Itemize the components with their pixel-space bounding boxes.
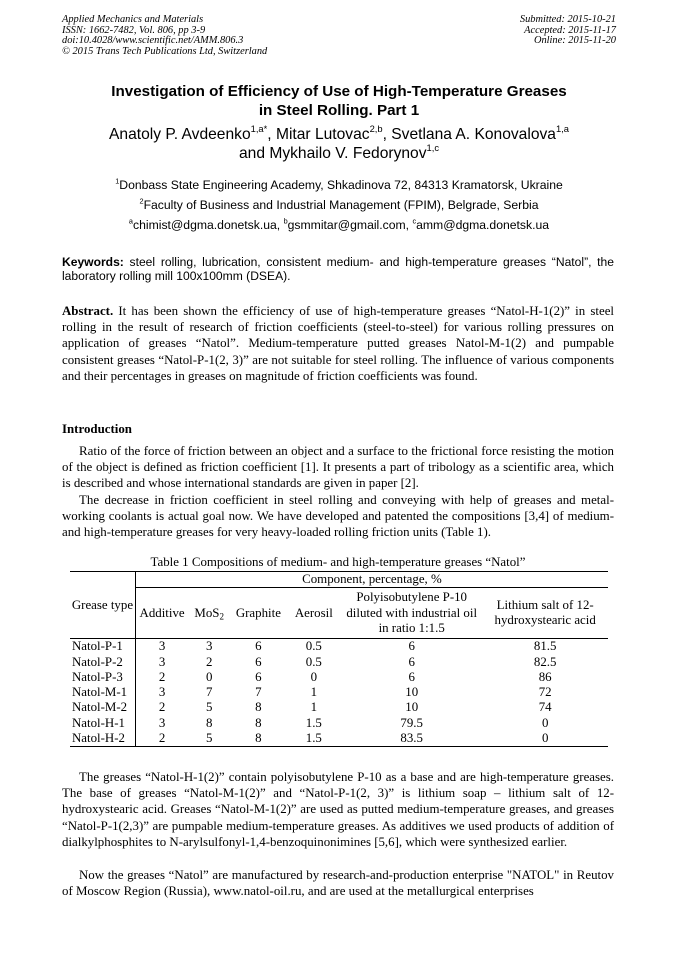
table-cell: 0.5 (305, 639, 322, 654)
column-header-grease-type: Grease type (70, 572, 135, 639)
table-cell: 2 (135, 731, 188, 747)
table-cell: 10 (405, 685, 419, 700)
affiliation-text: Faculty of Business and Industrial Management (FPIM), Belgrade, Serbia (143, 198, 539, 212)
table-cell: 10 (405, 700, 419, 715)
table-cell: 0.5 (305, 654, 322, 669)
table-row (70, 670, 608, 685)
column-header-additive: Additive (135, 588, 188, 639)
email-link[interactable]: amm@dgma.donetsk.ua (416, 218, 550, 232)
table-cell: 6 (408, 669, 415, 684)
table-cell: 8 (230, 731, 287, 747)
table-cell: 74 (538, 700, 552, 715)
author-name: Svetlana A. Konovalova (391, 126, 556, 143)
accepted-date: Accepted: 2015-11-17 (524, 24, 616, 36)
table-cell: 1.5 (305, 715, 322, 730)
table-row (70, 731, 608, 747)
abstract-label: Abstract. (62, 304, 114, 318)
table-cell: 5 (188, 731, 230, 747)
table-cell: 3 (158, 654, 166, 669)
grease-name: Natol-M-1 (70, 685, 135, 700)
column-group-header: Component, percentage, % (135, 572, 608, 588)
table-cell: 6 (255, 654, 262, 669)
table-caption: Table 1 Compositions of medium- and high-temperature greases “Natol” (150, 555, 526, 569)
intro-paragraph-1 (62, 443, 614, 492)
table-cell: 6 (255, 669, 262, 684)
journal-copyright: © 2015 Trans Tech Publications Ltd, Switzerland (62, 45, 268, 57)
table-cell: 0 (482, 731, 608, 747)
grease-name: Natol-H-1 (70, 716, 135, 731)
body-paragraph-4 (62, 867, 614, 899)
paragraph-text: Ratio of the force of friction between an object and a surface to the frictional force resisting the motion of the object is defined as friction coefficient [1]. It presents a part of tribology as a scientific area, which is described and whose international standards are given in paper [2]. (62, 444, 614, 491)
paragraph-text: Now the greases “Natol” are manufactured by research-and-production enterprise "NATOL" in Reutov of Moscow Region (Russia), www.natol-oil.ru, and are used at the metallurgical enterprises (62, 868, 614, 899)
paragraph-text: The greases “Natol-H-1(2)” contain polyisobutylene P-10 as a base and are high-temperature greases. The base of greases “Natol-M-1(2)” and “Natol-P-1(2, 3)” is lithium soap – lithium salt of 12-hydroxystearic acid. Greases “Natol-M-1(2)” are used as putted medium-temperature greases, and greases “Natol-P-1(2,3)” are pumpable medium-temperature greases. As additives we used products of addition of dialkylphosphites to N-arylsulfonyl-1,4-benzoquinonimines [5,6], which were synthesized earlier. (62, 770, 614, 849)
author-name: and Mykhailo V. Fedorynov (238, 145, 427, 162)
table-cell: 3 (158, 639, 166, 654)
email-mark: b (283, 216, 288, 226)
table-cell: 6 (255, 639, 262, 654)
table-cell: 83.5 (341, 731, 482, 747)
paper-title-line-2: in Steel Rolling. Part 1 (258, 102, 420, 119)
table-row (70, 716, 608, 731)
journal-name: Applied Mechanics and Materials (62, 14, 204, 25)
table-cell: 2 (158, 700, 166, 715)
author-list (60, 125, 618, 163)
composition-table (70, 571, 608, 747)
table-cell: 7 (255, 685, 262, 700)
email-mark: a (128, 216, 133, 226)
table-row (70, 685, 608, 700)
table-row (70, 655, 608, 670)
email-list (60, 218, 618, 232)
table-cell: 2 (158, 669, 166, 684)
affiliation-mark: 2 (139, 196, 144, 206)
online-date: Online: 2015-11-20 (533, 35, 616, 47)
author-affiliation-mark: 1,a* (250, 123, 268, 134)
grease-name: Natol-P-2 (70, 655, 135, 670)
table-cell: 1 (310, 685, 318, 700)
table-cell: 1 (310, 700, 318, 715)
table-cell: 7 (205, 685, 213, 700)
column-header-graphite: Graphite (230, 588, 287, 639)
table-row (70, 639, 608, 655)
body-paragraph-3 (62, 769, 614, 850)
author-separator: , (382, 126, 392, 143)
author-name: Anatoly P. Avdeenko (109, 126, 251, 143)
table-cell: 0 (541, 715, 549, 730)
grease-name: Natol-P-3 (70, 670, 135, 685)
table-cell: 3 (158, 685, 166, 700)
table-cell: 2 (205, 654, 213, 669)
table-cell: 82.5 (533, 654, 557, 669)
table-cell: 86 (538, 669, 552, 684)
table-cell: 3 (205, 639, 213, 654)
journal-issn: ISSN: 1662-7482, Vol. 806, pp 3-9 (62, 24, 206, 36)
table-cell: 0 (310, 669, 318, 684)
column-header-polyisobutylene: Polyisobutylene P-10 diluted with industrial oil in ratio 1:1.5 (341, 588, 482, 639)
email-link[interactable]: chimist@dgma.donetsk.ua, (133, 218, 284, 232)
email-link[interactable]: gsmmitar@gmail.com, (287, 218, 413, 232)
grease-name: Natol-P-1 (70, 639, 135, 655)
table-cell: 0 (205, 669, 213, 684)
journal-info (62, 15, 267, 57)
column-header-mos2: MoS$_2$ (188, 588, 230, 639)
grease-name: Natol-M-2 (70, 700, 135, 715)
grease-name: Natol-H-2 (70, 731, 135, 747)
publication-dates (520, 15, 616, 47)
affiliation-text: Donbass State Engineering Academy, Shkadinova 72, 84313 Kramatorsk, Ukraine (119, 178, 563, 192)
email-mark: c (412, 216, 417, 226)
affiliation-2 (60, 198, 618, 212)
table-cell: 6 (408, 639, 415, 654)
keywords-text: steel rolling, lubrication, consistent medium- and high-temperature greases “Natol”, the laboratory rolling mill 100x100mm (DSEA). (62, 255, 614, 283)
paragraph-text: The decrease in friction coefficient in steel rolling and conveying with help of greases and metal-working coolants is actual goal now. We have developed and patented the compositions [3,4] of medium- and high-temperature greases for very heavy-loaded rolling friction units (Table 1). (62, 493, 614, 540)
abstract-text: It has been shown the efficiency of use of high-temperature greases “Natol-H-1(2)” in steel rolling in the result of research of friction coefficients (steel-to-steel) for various rolling pressures on application of greases “Natol”. Medium-temperature putted greases Natol-M-1(2) and pumpable consistent greases “Natol-P-1(2, 3)” are not suitable for steel rolling. The influence of various components and their percentages in greases on magnitude of friction coefficients was found. (62, 304, 614, 383)
author-affiliation-mark: 2,b (369, 123, 383, 134)
table-cell: 8 (205, 715, 213, 730)
table-cell: 8 (255, 715, 262, 730)
table-cell: 6 (408, 654, 415, 669)
keywords (62, 255, 614, 283)
journal-doi: doi:10.4028/www.scientific.net/AMM.806.3 (62, 35, 244, 47)
paper-title (60, 82, 618, 120)
author-affiliation-mark: 1,c (426, 142, 440, 153)
abstract (62, 303, 614, 384)
table-cell: 81.5 (533, 639, 557, 654)
table-cell: 79.5 (400, 715, 423, 730)
section-heading-introduction: Introduction (62, 422, 132, 436)
table-cell: 72 (538, 685, 552, 700)
author-name: Mitar Lutovac (275, 126, 370, 143)
table-row (70, 700, 608, 715)
table-cell: 8 (255, 700, 262, 715)
table-cell: 5 (205, 700, 213, 715)
keywords-label: Keywords: (62, 255, 124, 269)
column-header-lithium-salt: Lithium salt of 12-hydroxystearic acid (482, 588, 608, 639)
author-affiliation-mark: 1,a (555, 123, 569, 134)
paper-title-line-1: Investigation of Efficiency of Use of High-Temperature Greases (111, 83, 567, 100)
author-separator: , (267, 126, 276, 143)
table-cell: 3 (158, 715, 166, 730)
submitted-date: Submitted: 2015-10-21 (519, 14, 616, 25)
intro-paragraph-2 (62, 492, 614, 541)
affiliation-1 (60, 178, 618, 192)
affiliation-mark: 1 (115, 176, 120, 186)
table-cell: 1.5 (287, 731, 341, 747)
column-header-aerosil: Aerosil (287, 588, 341, 639)
